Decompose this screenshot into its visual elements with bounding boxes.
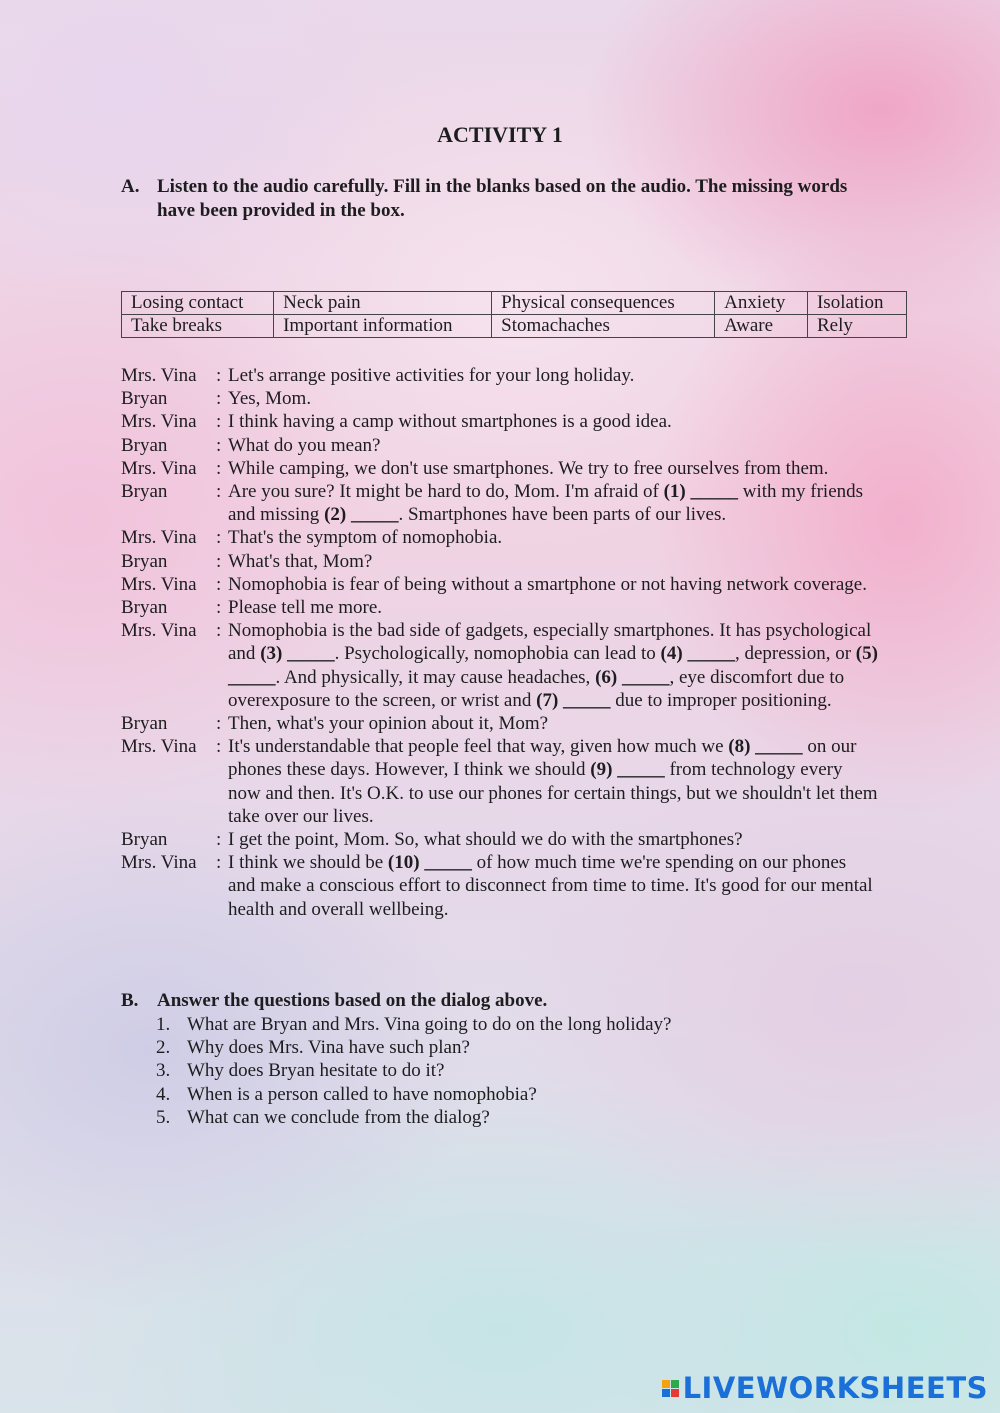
speaker-colon: : xyxy=(216,388,222,410)
speaker-colon: : xyxy=(216,411,222,433)
blank-number: (8) xyxy=(728,736,756,758)
question-list xyxy=(156,1013,672,1129)
question-item xyxy=(156,1059,672,1082)
answer-blank[interactable]: _____ xyxy=(424,852,472,874)
word-box-row xyxy=(122,315,907,338)
dialog-line xyxy=(121,410,881,433)
speaker-name: Bryan xyxy=(121,481,168,503)
word-box xyxy=(121,291,907,338)
section-b-instruction: Answer the questions based on the dialog above. xyxy=(157,990,548,1011)
answer-blank[interactable]: _____ xyxy=(617,759,665,781)
utterance: I think having a camp without smartphones is a good idea. xyxy=(228,411,672,433)
brand-icon-square xyxy=(671,1380,679,1388)
utterance: I think we should be (10) _____ of how much time we're spending on our phones and make a conscious effort to disconnect from time to time. It's good for our mental health and overall wellbeing. xyxy=(228,852,873,920)
speaker-name: Mrs. Vina xyxy=(121,736,197,758)
question-number: 5. xyxy=(156,1106,171,1128)
blank-number: (2) xyxy=(324,504,351,526)
utterance: Please tell me more. xyxy=(228,597,383,619)
speaker-name: Bryan xyxy=(121,434,168,456)
section-a-instruction: Listen to the audio carefully. Fill in the blanks based on the audio. The missing words have been provided in the box. xyxy=(157,176,848,221)
speaker-colon: : xyxy=(216,481,222,503)
utterance: While camping, we don't use smartphones. We try to free ourselves from them. xyxy=(228,457,829,479)
answer-blank[interactable]: _____ xyxy=(563,689,611,711)
speaker-colon: : xyxy=(216,597,222,619)
utterance: What's that, Mom? xyxy=(228,550,373,572)
speaker-name: Bryan xyxy=(121,829,168,851)
speaker-name: Bryan xyxy=(121,597,168,619)
blank-number: (5) xyxy=(855,643,878,665)
word-box-cell: Important information xyxy=(274,315,492,338)
question-item xyxy=(156,1036,672,1059)
blank-number: (3) xyxy=(260,643,288,665)
answer-blank[interactable]: _____ xyxy=(621,666,670,688)
word-box-cell: Aware xyxy=(715,315,808,338)
word-box-cell: Take breaks xyxy=(122,315,274,338)
speaker-colon: : xyxy=(216,736,222,758)
speaker-colon: : xyxy=(216,620,222,642)
speaker-name: Bryan xyxy=(121,388,168,410)
question-number: 3. xyxy=(156,1060,171,1082)
question-item xyxy=(156,1083,672,1106)
answer-blank[interactable]: _____ xyxy=(755,736,803,758)
dialog-line xyxy=(121,550,881,573)
answer-blank[interactable]: _____ xyxy=(287,643,335,665)
speaker-name: Mrs. Vina xyxy=(121,457,197,479)
word-box-cell: Isolation xyxy=(807,292,906,315)
brand-text: LIVEWORKSHEETS xyxy=(682,1371,988,1405)
word-box-cell: Rely xyxy=(807,315,906,338)
dialog-line xyxy=(121,619,881,712)
brand-icon-square xyxy=(671,1389,679,1397)
blank-number: (9) xyxy=(590,759,618,781)
speaker-colon: : xyxy=(216,829,222,851)
speaker-colon: : xyxy=(216,550,222,572)
speaker-colon: : xyxy=(216,573,222,595)
blank-number: (7) xyxy=(536,689,564,711)
utterance: It's understandable that people feel that way, given how much we (8) _____ on our phones these days. However, I think we should (9) _____ from technology every now and then. It's O.K. to use our phones for certain things, but we shouldn't let them take over our lives. xyxy=(228,736,878,827)
question-item xyxy=(156,1106,672,1129)
utterance: That's the symptom of nomophobia. xyxy=(228,527,503,549)
question-text: What are Bryan and Mrs. Vina going to do on the long holiday? xyxy=(187,1014,672,1035)
utterance: Nomophobia is the bad side of gadgets, especially smartphones. It has psychological and (3) _____. Psychologically, nomophobia can lead to (4) _____, depression, or (5) _____. And physically, it may cause headaches, (6) _____, eye discomfort due to overexposure to the screen, or wrist and (7) _____ due to improper positioning. xyxy=(228,620,878,711)
answer-blank[interactable]: _____ xyxy=(350,504,399,526)
question-text: Why does Bryan hesitate to do it? xyxy=(187,1060,445,1082)
utterance: I get the point, Mom. So, what should we do with the smartphones? xyxy=(228,829,743,851)
question-text: Why does Mrs. Vina have such plan? xyxy=(187,1037,470,1059)
section-b-marker: B. xyxy=(121,990,139,1011)
question-number: 2. xyxy=(156,1037,171,1059)
word-box-cell: Anxiety xyxy=(715,292,808,315)
blank-number: (6) xyxy=(595,666,622,688)
answer-blank[interactable]: _____ xyxy=(690,481,738,503)
dialog-line xyxy=(121,573,881,596)
dialog-line xyxy=(121,712,881,735)
speaker-colon: : xyxy=(216,457,222,479)
question-text: When is a person called to have nomophobia? xyxy=(187,1083,537,1105)
speaker-colon: : xyxy=(216,527,222,549)
speaker-colon: : xyxy=(216,713,222,735)
dialog-line xyxy=(121,387,881,410)
speaker-name: Bryan xyxy=(121,713,168,735)
word-box-cell: Neck pain xyxy=(274,292,492,315)
dialog-line xyxy=(121,851,881,921)
question-number: 4. xyxy=(156,1083,171,1105)
speaker-name: Mrs. Vina xyxy=(121,365,197,386)
word-box-cell: Stomachaches xyxy=(492,315,715,338)
word-box-cell: Losing contact xyxy=(122,292,274,315)
speaker-name: Bryan xyxy=(121,550,168,572)
speaker-colon: : xyxy=(216,365,222,386)
dialog-line xyxy=(121,457,881,480)
page-title: ACTIVITY 1 xyxy=(437,122,563,147)
liveworksheets-icon xyxy=(662,1380,679,1397)
utterance: Nomophobia is fear of being without a smartphone or not having network coverage. xyxy=(228,573,867,595)
brand-icon-square xyxy=(662,1380,670,1388)
blank-number: (10) xyxy=(387,852,425,874)
speaker-colon: : xyxy=(216,434,222,456)
brand-icon-square xyxy=(662,1389,670,1397)
speaker-name: Mrs. Vina xyxy=(121,852,197,874)
word-box-row xyxy=(122,292,907,315)
dialog-line xyxy=(121,828,881,851)
blank-number: (4) xyxy=(660,643,688,665)
speaker-name: Mrs. Vina xyxy=(121,620,197,642)
question-text: What can we conclude from the dialog? xyxy=(187,1106,490,1128)
question-number: 1. xyxy=(156,1014,171,1035)
question-item xyxy=(156,1013,672,1036)
dialog-line xyxy=(121,364,881,387)
utterance: Yes, Mom. xyxy=(228,388,312,410)
dialog xyxy=(121,364,881,921)
answer-blank[interactable]: _____ xyxy=(228,666,276,688)
liveworksheets-logo[interactable] xyxy=(662,1371,988,1405)
utterance: Then, what's your opinion about it, Mom? xyxy=(228,713,549,735)
speaker-name: Mrs. Vina xyxy=(121,573,197,595)
speaker-colon: : xyxy=(216,852,222,874)
dialog-line xyxy=(121,480,881,526)
utterance: What do you mean? xyxy=(228,434,381,456)
blank-number: (1) xyxy=(663,481,691,503)
section-a-marker: A. xyxy=(121,176,140,197)
dialog-line xyxy=(121,526,881,549)
dialog-line xyxy=(121,735,881,828)
utterance: Let's arrange positive activities for your long holiday. xyxy=(228,365,635,386)
word-box-cell: Physical consequences xyxy=(492,292,715,315)
answer-blank[interactable]: _____ xyxy=(687,643,735,665)
dialog-line xyxy=(121,434,881,457)
speaker-name: Mrs. Vina xyxy=(121,527,197,549)
dialog-line xyxy=(121,596,881,619)
utterance: Are you sure? It might be hard to do, Mom. I'm afraid of (1) _____ with my friends and missing (2) _____. Smartphones have been parts of our lives. xyxy=(228,481,864,526)
speaker-name: Mrs. Vina xyxy=(121,411,197,433)
